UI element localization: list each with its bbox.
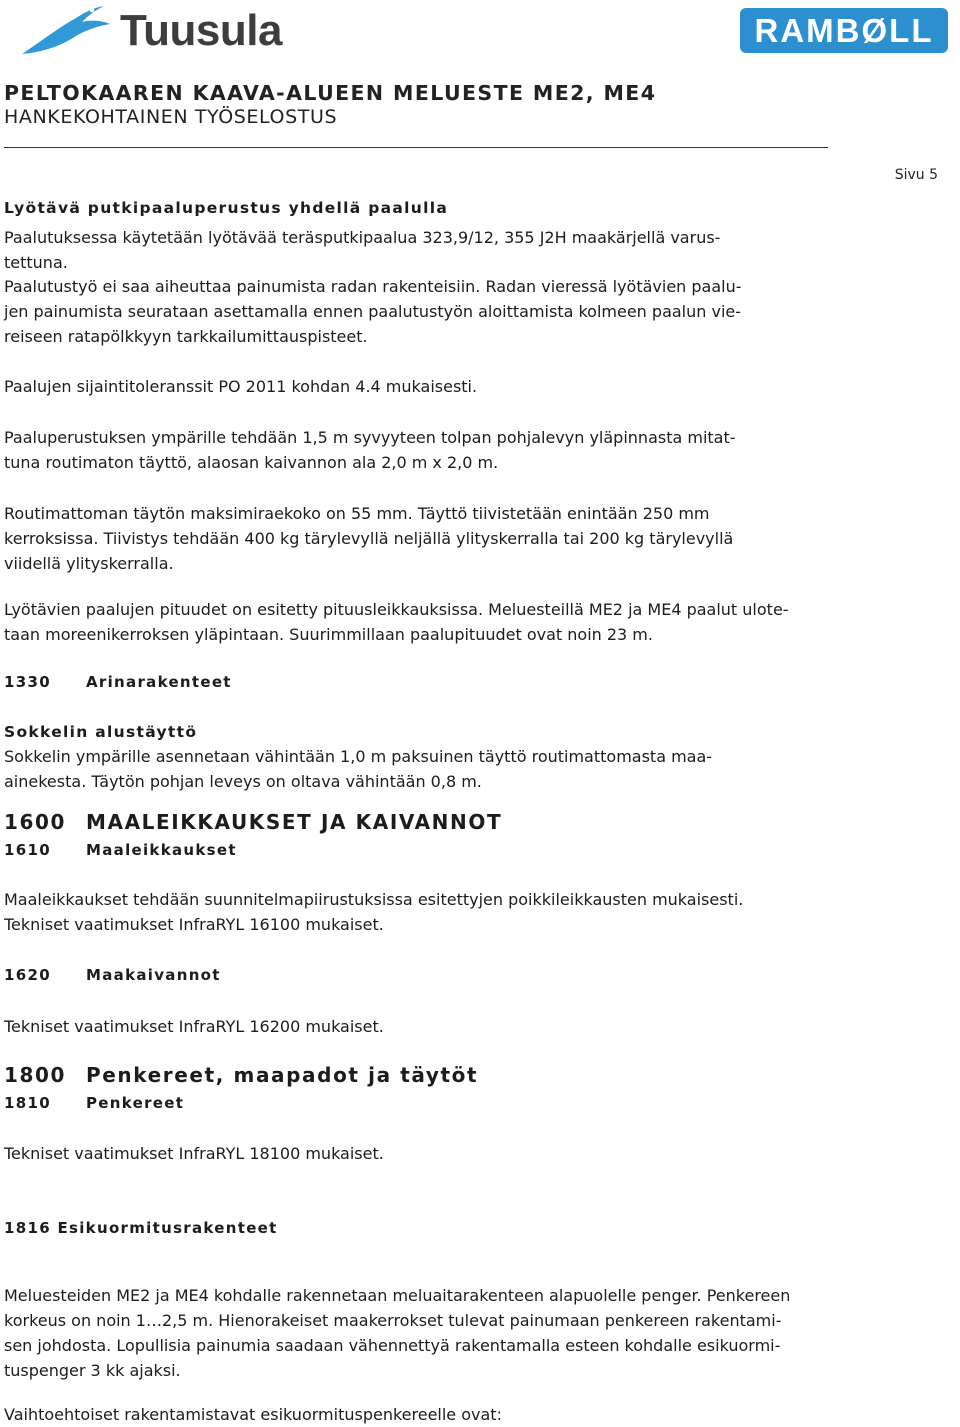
section-1800-heading bbox=[4, 1063, 478, 1087]
section-number: 1620 bbox=[4, 966, 51, 984]
section-number: 1610 bbox=[4, 841, 51, 859]
page-number: Sivu 5 bbox=[894, 167, 938, 183]
section-number: 1600 bbox=[4, 810, 67, 834]
document-subtitle: HANKEKOHTAINEN TYÖSELOSTUS bbox=[4, 106, 338, 128]
section-1816-last-line: Vaihtoehtoiset rakentamistavat esikuormituspenkereelle ovat: bbox=[4, 1405, 502, 1424]
section-number: 1810 bbox=[4, 1094, 51, 1112]
piles-paragraph-2: Paalutustyö ei saa aiheuttaa painumista radan rakenteisiin. Radan vieressä lyötävien paalu- jen painumista seurataan asettamalla ennen paalutustyön aloittamista kolmeen paalun vie- reiseen ratapölkkyyn tarkkailumittauspisteet. bbox=[4, 277, 742, 346]
section-number: 1800 bbox=[4, 1063, 67, 1087]
section-title: Penkereet, maapadot ja täytöt bbox=[86, 1063, 479, 1087]
section-1610-heading bbox=[4, 841, 237, 859]
header-rule bbox=[4, 147, 828, 148]
section-1816-heading: 1816 Esikuormitusrakenteet bbox=[4, 1219, 278, 1237]
tuusula-logo bbox=[18, 2, 288, 60]
section-1620-paragraph: Tekniset vaatimukset InfraRYL 16200 mukaiset. bbox=[4, 1017, 384, 1036]
piles-paragraph-1: Paalutuksessa käytetään lyötävää teräsputkipaalua 323,9/12, 355 J2H maakärjellä varus- tettuna. bbox=[4, 228, 721, 272]
tuusula-wordmark: Tuusula bbox=[120, 6, 282, 55]
section-1330-heading bbox=[4, 673, 232, 691]
section-title: Maakaivannot bbox=[86, 966, 221, 984]
section-1816-paragraph: Meluesteiden ME2 ja ME4 kohdalle rakennetaan meluaitarakenteen alapuolelle penger. Penkereen korkeus on noin 1…2,5 m. Hienorakeiset maakerrokset tulevat painumaan penkereen rakentami- sen johdosta. Lopullisia painumia saadaan vähennettyä rakentamalla esteen kohdalle esikuormi- tuspenger 3 kk ajaksi. bbox=[4, 1286, 791, 1380]
piles-paragraph-4: Paaluperustuksen ympärille tehdään 1,5 m syvyyteen tolpan pohjalevyn yläpinnasta mitat- tuna routimaton täyttö, alaosan kaivannon ala 2,0 m x 2,0 m. bbox=[4, 428, 736, 472]
section-title: MAALEIKKAUKSET JA KAIVANNOT bbox=[86, 810, 503, 834]
section-1810-heading bbox=[4, 1094, 184, 1112]
section-title: Penkereet bbox=[86, 1094, 185, 1112]
piles-paragraph-3: Paalujen sijaintitoleranssit PO 2011 kohdan 4.4 mukaisesti. bbox=[4, 377, 478, 396]
piles-paragraph-6: Lyötävien paalujen pituudet on esitetty pituusleikkauksissa. Meluesteillä ME2 ja ME4 paalut ulote- taan moreenikerroksen yläpintaan. Suurimmillaan paalupituudet ovat noin 23 m. bbox=[4, 600, 789, 644]
section-1600-heading bbox=[4, 810, 502, 834]
section-1810-paragraph: Tekniset vaatimukset InfraRYL 18100 mukaiset. bbox=[4, 1144, 384, 1163]
section-title: Arinarakenteet bbox=[86, 673, 232, 691]
section-number: 1330 bbox=[4, 673, 51, 691]
section-1620-heading bbox=[4, 966, 221, 984]
document-title: PELTOKAAREN KAAVA-ALUEEN MELUESTE ME2, ME4 bbox=[4, 81, 657, 105]
piles-paragraph-5: Routimattoman täytön maksimiraekoko on 55 mm. Täyttö tiivistetään enintään 250 mm kerroksissa. Tiivistys tehdään 400 kg tärylevyllä neljällä ylityskerralla tai 200 kg tärylevyllä viidellä ylityskerralla. bbox=[4, 504, 734, 573]
piles-heading: Lyötävä putkipaaluperustus yhdellä paalulla bbox=[4, 199, 449, 217]
tuusula-bird-icon bbox=[18, 2, 118, 60]
plinth-paragraph: Sokkelin ympärille asennetaan vähintään 1,0 m paksuinen täyttö routimattomasta maa- ainekesta. Täytön pohjan leveys on oltava vähintään 0,8 m. bbox=[4, 747, 713, 791]
section-title: Maaleikkaukset bbox=[86, 841, 237, 859]
section-1610-paragraph: Maaleikkaukset tehdään suunnitelmapiirustuksissa esitettyjen poikkileikkausten mukaisesti. Tekniset vaatimukset InfraRYL 16100 mukaiset. bbox=[4, 890, 744, 934]
ramboll-logo: RAMBØLL bbox=[740, 8, 948, 53]
plinth-heading: Sokkelin alustäyttö bbox=[4, 723, 198, 741]
